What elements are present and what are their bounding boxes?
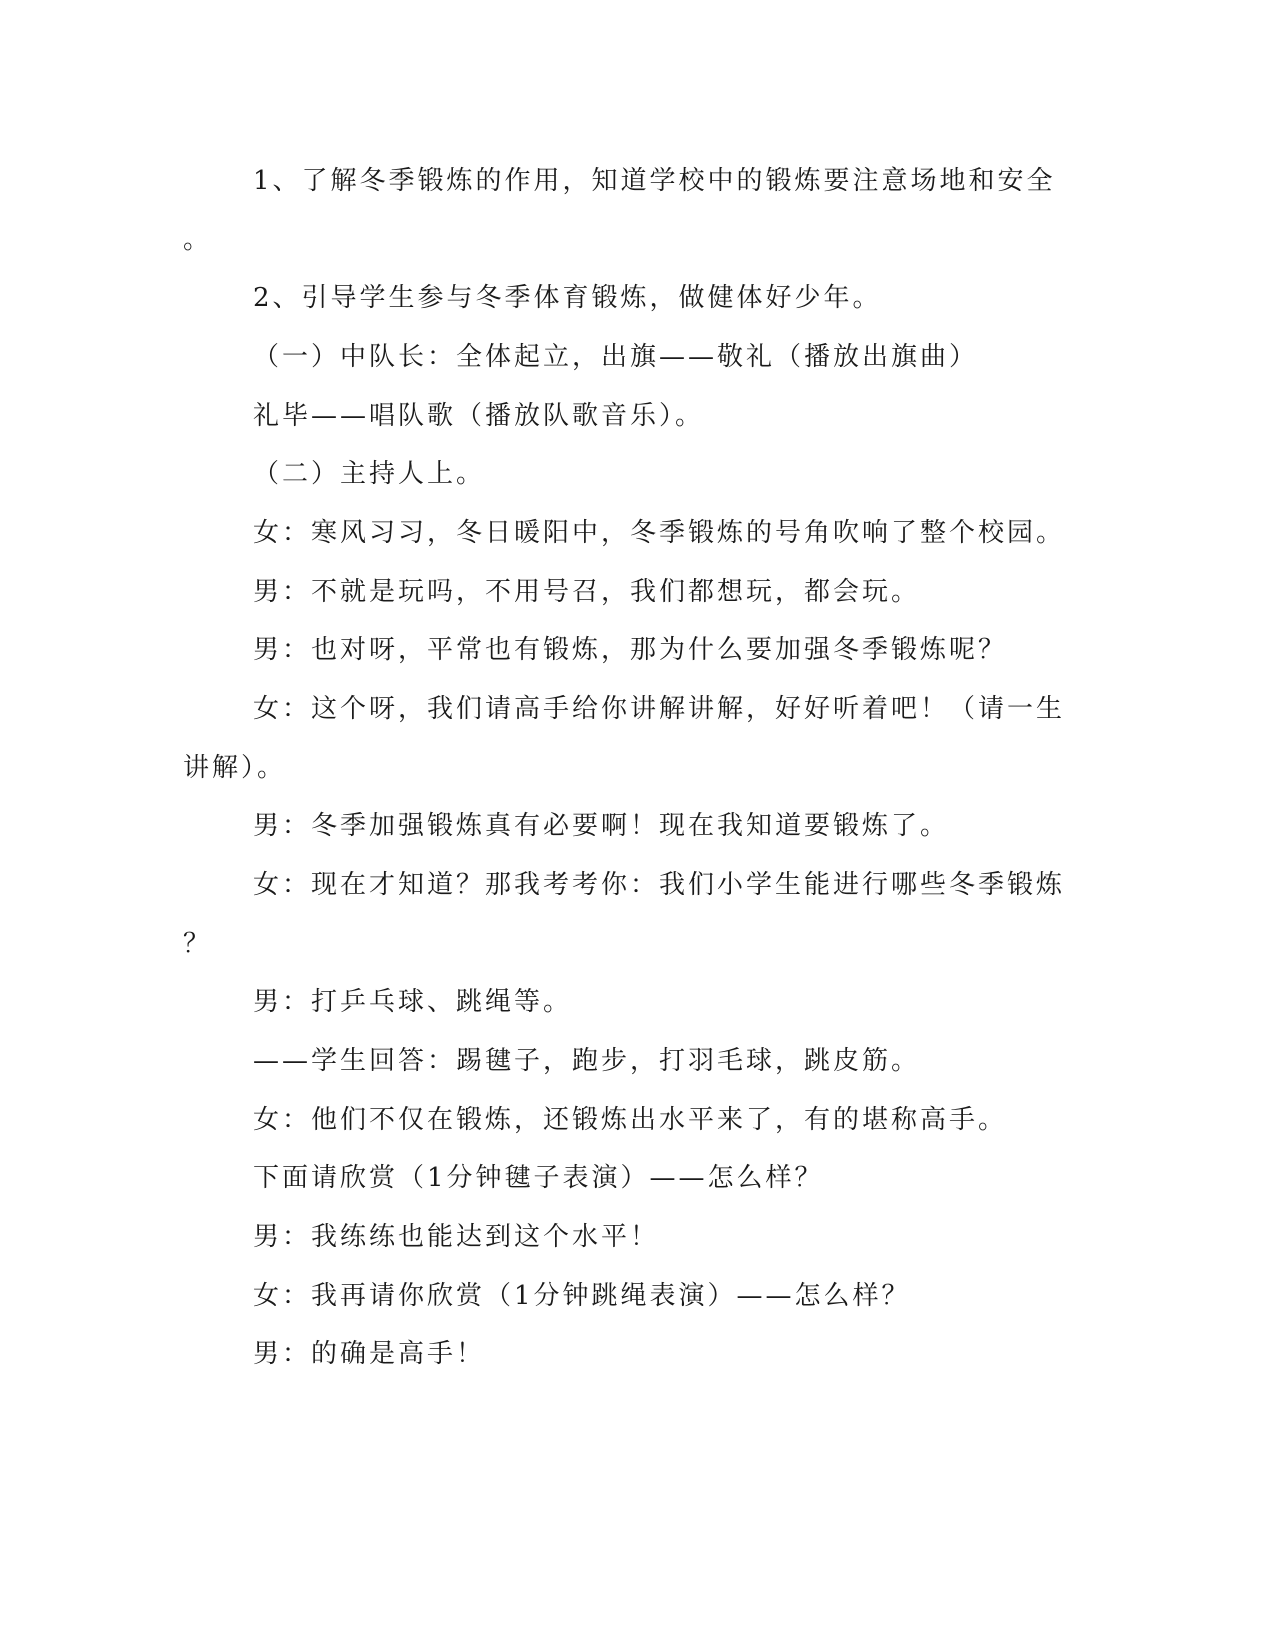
dialogue-line: 女：寒风习习，冬日暖阳中，冬季锻炼的号角吹响了整个校园。: [253, 518, 1066, 548]
dialogue-continuation: 讲解）。: [183, 753, 287, 783]
dialogue-line: 男：不就是玩吗，不用号召，我们都想玩，都会玩。: [253, 577, 921, 607]
dialogue-line: 女：他们不仅在锻炼，还锻炼出水平来了，有的堪称高手。: [253, 1105, 1008, 1135]
dialogue-continuation: ？: [183, 929, 213, 959]
dialogue-line: 男：我练练也能达到这个水平！: [253, 1222, 660, 1252]
dialogue-line: 男：也对呀，平常也有锻炼，那为什么要加强冬季锻炼呢？: [253, 635, 1008, 665]
dialogue-line: 男：的确是高手！: [253, 1339, 486, 1369]
dialogue-line: 男：打乒乓球、跳绳等。: [253, 987, 573, 1017]
dialogue-line: 女：现在才知道？那我考考你：我们小学生能进行哪些冬季锻炼: [253, 870, 1066, 900]
dialogue-line: ——学生回答：踢毽子，跑步，打羽毛球，跳皮筋。: [253, 1046, 921, 1076]
dialogue-line: 女：我再请你欣赏（1分钟跳绳表演）——怎么样？: [253, 1281, 911, 1311]
dialogue-line: 男：冬季加强锻炼真有必要啊！现在我知道要锻炼了。: [253, 811, 950, 841]
dialogue-line: 女：这个呀，我们请高手给你讲解讲解，好好听着吧！（请一生: [253, 694, 1066, 724]
dialogue-line: 下面请欣赏（1分钟毽子表演）——怎么样？: [253, 1163, 824, 1193]
objective-1-line: 1、了解冬季锻炼的作用，知道学校中的锻炼要注意场地和安全: [253, 166, 1056, 196]
section-1-line: （一）中队长：全体起立，出旗——敬礼（播放出旗曲）: [253, 342, 979, 372]
anthem-line: 礼毕——唱队歌（播放队歌音乐）。: [253, 401, 705, 431]
objective-2-line: 2、引导学生参与冬季体育锻炼，做健体好少年。: [253, 283, 882, 313]
section-2-line: （二）主持人上。: [253, 459, 486, 489]
objective-1-continuation: 。: [183, 225, 213, 255]
